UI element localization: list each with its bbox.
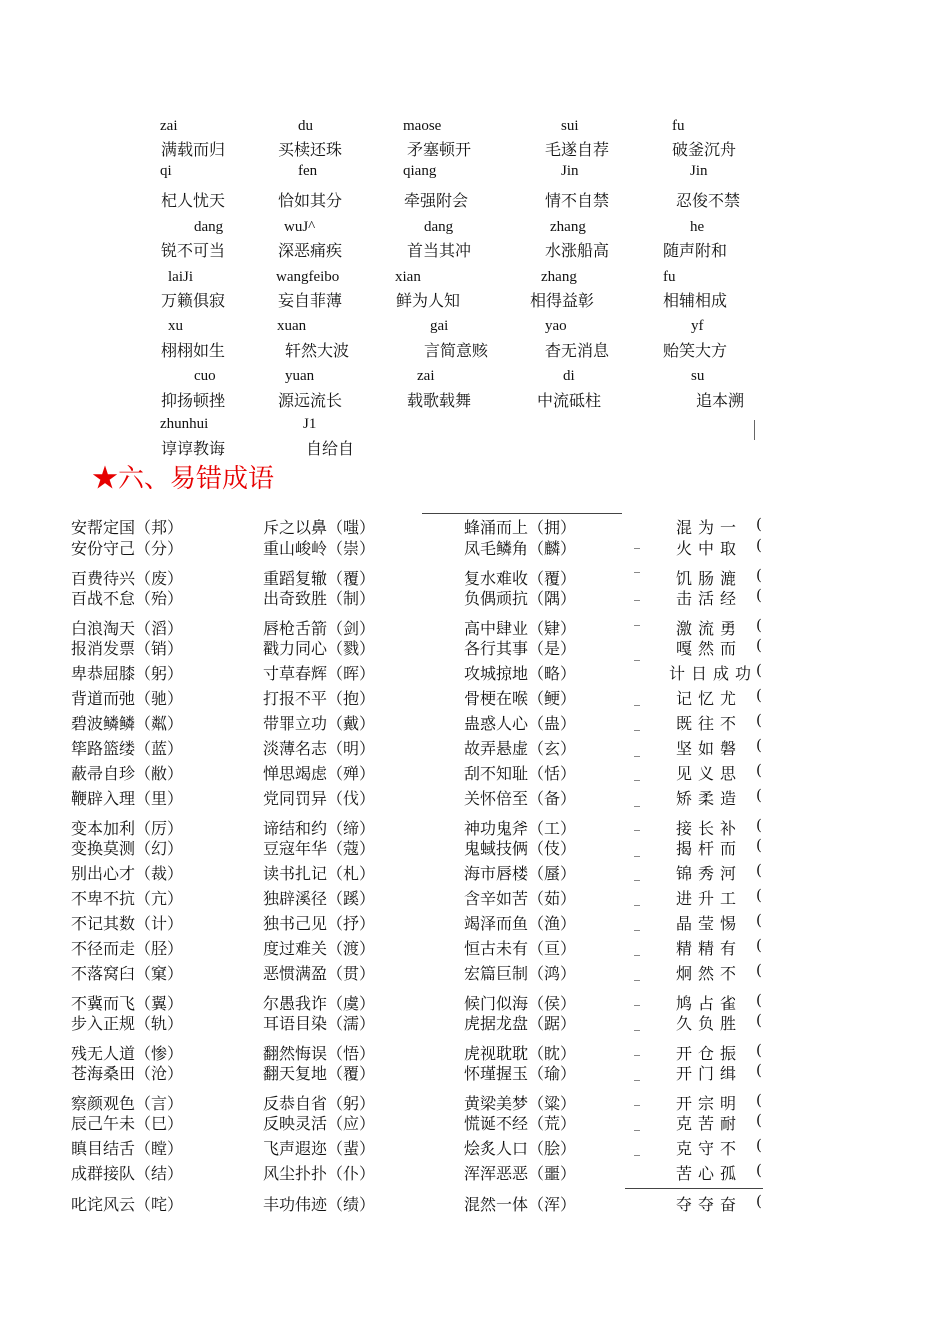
open-paren-mark: (	[756, 786, 762, 804]
gutter-mark	[634, 1105, 640, 1106]
error-idiom-entry: 嘎然而	[676, 639, 743, 658]
error-idiom-entry: 虎据龙盘（踞）	[464, 1014, 577, 1033]
error-idiom-entry: 含辛如苦（茹）	[464, 889, 577, 908]
error-idiom-entry: 辰己午未（巳）	[71, 1114, 184, 1133]
pinyin-annotation: wuJ^	[284, 219, 316, 235]
open-paren-mark: (	[756, 566, 762, 584]
error-idiom-entry: 开门缉	[676, 1064, 743, 1083]
idiom-text: 万籁俱寂	[161, 291, 226, 310]
error-idiom-entry: 不冀而飞（翼）	[71, 994, 184, 1013]
idiom-text: 情不自禁	[545, 191, 610, 210]
error-idiom-entry: 既往不	[676, 714, 743, 733]
error-idiom-entry: 击活经	[676, 589, 743, 608]
error-idiom-entry: 记忆尤	[676, 689, 743, 708]
error-idiom-entry: 蜂涌而上（拥）	[464, 518, 577, 537]
error-idiom-entry: 谛结和约（缔）	[263, 819, 376, 838]
gutter-mark	[634, 572, 640, 573]
error-idiom-entry: 海市唇楼（蜃）	[464, 864, 577, 883]
error-idiom-entry: 恶惯满盈（贯）	[263, 964, 376, 983]
pinyin-annotation: zai	[160, 118, 178, 134]
idiom-text: 载歌载舞	[407, 391, 472, 410]
error-idiom-entry: 变换莫测（幻）	[71, 839, 184, 858]
pinyin-annotation: zhang	[550, 219, 586, 235]
error-idiom-entry: 混为一	[676, 518, 743, 537]
pinyin-annotation: xu	[168, 318, 183, 334]
error-idiom-entry: 苍海桑田（沧）	[71, 1064, 184, 1083]
pinyin-annotation: xian	[395, 269, 421, 285]
error-idiom-entry: 各行其事（是）	[464, 639, 577, 658]
error-idiom-entry: 激流勇	[676, 619, 743, 638]
gutter-mark	[634, 1055, 640, 1056]
idiom-text: 随声附和	[663, 241, 728, 260]
open-paren-mark: (	[756, 911, 762, 929]
idiom-text: 谆谆教诲	[161, 439, 226, 458]
gutter-mark	[634, 880, 640, 881]
idiom-text: 追本溯	[696, 391, 745, 410]
error-idiom-entry: 浑浑恶恶（噩）	[464, 1164, 577, 1183]
gutter-mark	[634, 1155, 640, 1156]
open-paren-mark: (	[756, 861, 762, 879]
error-idiom-entry: 斥之以鼻（嗤）	[263, 518, 376, 537]
gutter-mark	[634, 548, 640, 549]
pinyin-annotation: dang	[424, 219, 454, 235]
error-idiom-entry: 党同罚异（伐）	[263, 789, 376, 808]
error-idiom-entry: 残无人道（惨）	[71, 1044, 184, 1063]
error-idiom-entry: 蔽帚自珍（敝）	[71, 764, 184, 783]
open-paren-mark: (	[756, 736, 762, 754]
error-idiom-entry: 关怀倍至（备）	[464, 789, 577, 808]
open-paren-mark: (	[756, 836, 762, 854]
error-idiom-entry: 淡薄名志（明）	[263, 739, 376, 758]
open-paren-mark: (	[756, 586, 762, 604]
open-paren-mark: (	[756, 936, 762, 954]
error-idiom-entry: 复水难收（覆）	[464, 569, 577, 588]
pinyin-annotation: gai	[430, 318, 449, 334]
open-paren-mark: (	[756, 661, 762, 679]
error-idiom-entry: 蛊惑人心（蛊）	[464, 714, 577, 733]
error-idiom-entry: 负偶顽抗（隅）	[464, 589, 577, 608]
gutter-mark	[634, 625, 640, 626]
error-idiom-entry: 背道而弛（驰）	[71, 689, 184, 708]
error-idiom-entry: 高中肆业（肄）	[464, 619, 577, 638]
error-idiom-entry: 瞋目结舌（瞠）	[71, 1139, 184, 1158]
error-idiom-entry: 接长补	[676, 819, 743, 838]
pinyin-annotation: fen	[298, 163, 318, 179]
gutter-mark	[634, 856, 640, 857]
idiom-text: 忍俊不禁	[676, 191, 741, 210]
idiom-text: 恰如其分	[278, 191, 343, 210]
gutter-mark	[634, 1080, 640, 1081]
error-idiom-entry: 步入正规（轨）	[71, 1014, 184, 1033]
idiom-text: 鲜为人知	[396, 291, 461, 310]
error-idiom-entry: 开宗明	[676, 1094, 743, 1113]
error-idiom-entry: 报消发票（销）	[71, 639, 184, 658]
idiom-text: 妄自菲薄	[278, 291, 343, 310]
open-paren-mark: (	[756, 616, 762, 634]
idiom-text: 深恶痛疾	[278, 241, 343, 260]
error-idiom-entry: 晶莹惕	[676, 914, 743, 933]
error-idiom-entry: 度过难关（渡）	[263, 939, 376, 958]
open-paren-mark: (	[756, 1041, 762, 1059]
error-idiom-entry: 戳力同心（戮）	[263, 639, 376, 658]
gutter-mark	[634, 806, 640, 807]
error-idiom-entry: 凤毛鳞角（麟）	[464, 539, 577, 558]
error-idiom-entry: 不落窝臼（窠）	[71, 964, 184, 983]
error-idiom-entry: 安份守己（分）	[71, 539, 184, 558]
error-idiom-entry: 揭杆而	[676, 839, 743, 858]
error-idiom-entry: 开仓振	[676, 1044, 743, 1063]
error-idiom-entry: 宏篇巨制（鸿）	[464, 964, 577, 983]
error-idiom-entry: 察颜观色（言）	[71, 1094, 184, 1113]
idiom-text: 轩然大波	[285, 341, 350, 360]
error-idiom-entry: 精精有	[676, 939, 743, 958]
pinyin-annotation: su	[691, 368, 705, 384]
gutter-mark	[634, 730, 640, 731]
pinyin-annotation: qi	[160, 163, 172, 179]
error-idiom-entry: 百战不怠（殆）	[71, 589, 184, 608]
idiom-text: 言简意赅	[424, 341, 489, 360]
idiom-text: 毛遂自荐	[545, 140, 610, 159]
idiom-text: 买椟还珠	[278, 140, 343, 159]
error-idiom-entry: 丰功伟迹（绩）	[263, 1195, 376, 1214]
error-idiom-entry: 读书扎记（札）	[263, 864, 376, 883]
section-title: ★六、易错成语	[92, 464, 275, 494]
error-idiom-entry: 神功鬼斧（工）	[464, 819, 577, 838]
pinyin-annotation: zai	[417, 368, 435, 384]
error-idiom-entry: 苦心孤	[676, 1164, 743, 1183]
error-idiom-entry: 安帮定国（邦）	[71, 518, 184, 537]
pinyin-annotation: du	[298, 118, 313, 134]
error-idiom-entry: 恒古未有（亘）	[464, 939, 577, 958]
open-paren-mark: (	[756, 991, 762, 1009]
error-idiom-entry: 虎视耽耽（眈）	[464, 1044, 577, 1063]
error-idiom-entry: 鞭辟入理（里）	[71, 789, 184, 808]
error-idiom-entry: 竭泽而鱼（渔）	[464, 914, 577, 933]
error-idiom-entry: 不径而走（胫）	[71, 939, 184, 958]
idiom-text: 中流砥柱	[537, 391, 602, 410]
error-idiom-entry: 刮不知耻（恬）	[464, 764, 577, 783]
idiom-text: 抑扬顿挫	[161, 391, 226, 410]
gutter-mark	[634, 830, 640, 831]
idiom-text: 矛塞顿开	[407, 140, 472, 159]
error-idiom-entry: 骨梗在喉（鲠）	[464, 689, 577, 708]
error-idiom-entry: 白浪淘天（滔）	[71, 619, 184, 638]
error-idiom-entry: 豆寇年华（蔻）	[263, 839, 376, 858]
error-idiom-entry: 鸠占雀	[676, 994, 743, 1013]
idiom-text: 相辅相成	[663, 291, 728, 310]
open-paren-mark: (	[756, 711, 762, 729]
pinyin-annotation: fu	[663, 269, 676, 285]
open-paren-mark: (	[756, 816, 762, 834]
error-idiom-entry: 重山峻岭（崇）	[263, 539, 376, 558]
open-paren-mark: (	[756, 515, 762, 533]
error-idiom-entry: 不记其数（计）	[71, 914, 184, 933]
gutter-mark	[634, 705, 640, 706]
error-idiom-entry: 慌诞不经（荒）	[464, 1114, 577, 1133]
open-paren-mark: (	[756, 1111, 762, 1129]
error-idiom-entry: 成群接队（结）	[71, 1164, 184, 1183]
idiom-text: 源远流长	[278, 391, 343, 410]
pinyin-annotation: zhunhui	[160, 416, 209, 432]
error-idiom-entry: 黄梁美梦（粱）	[464, 1094, 577, 1113]
divider-line	[625, 1188, 763, 1189]
open-paren-mark: (	[756, 1136, 762, 1154]
open-paren-mark: (	[756, 961, 762, 979]
error-idiom-entry: 鬼蜮技俩（伎）	[464, 839, 577, 858]
error-idiom-entry: 见义思	[676, 764, 743, 783]
pinyin-annotation: wangfeibo	[276, 269, 340, 285]
error-idiom-entry: 变本加利（厉）	[71, 819, 184, 838]
gutter-mark	[634, 1005, 640, 1006]
error-idiom-entry: 夺夺奋	[676, 1195, 743, 1214]
error-idiom-entry: 候门似海（侯）	[464, 994, 577, 1013]
gutter-mark	[634, 780, 640, 781]
error-idiom-entry: 筚路篮缕（蓝）	[71, 739, 184, 758]
error-idiom-entry: 烩炙人口（脍）	[464, 1139, 577, 1158]
error-idiom-entry: 百费待兴（废）	[71, 569, 184, 588]
error-idiom-entry: 反恭自省（躬）	[263, 1094, 376, 1113]
pinyin-annotation: J1	[303, 416, 317, 432]
open-paren-mark: (	[756, 1061, 762, 1079]
error-idiom-entry: 碧波鳞鳞（粼）	[71, 714, 184, 733]
open-paren-mark: (	[756, 1161, 762, 1179]
error-idiom-entry: 故弄悬虚（玄）	[464, 739, 577, 758]
error-idiom-entry: 坚如磐	[676, 739, 743, 758]
error-idiom-entry: 克苦耐	[676, 1114, 743, 1133]
gutter-mark	[634, 980, 640, 981]
gutter-mark	[634, 600, 640, 601]
idiom-text: 破釜沉舟	[672, 140, 737, 159]
error-idiom-entry: 寸草春辉（晖）	[263, 664, 376, 683]
error-idiom-entry: 飞声遐迩（蜚）	[263, 1139, 376, 1158]
gutter-mark	[634, 955, 640, 956]
error-idiom-entry: 别出心才（裁）	[71, 864, 184, 883]
error-idiom-entry: 独辟溪径（蹊）	[263, 889, 376, 908]
error-idiom-entry: 出奇致胜（制）	[263, 589, 376, 608]
error-idiom-entry: 风尘扑扑（仆）	[263, 1164, 376, 1183]
error-idiom-entry: 不卑不抗（亢）	[71, 889, 184, 908]
idiom-text: 自给自	[306, 439, 355, 458]
error-idiom-entry: 怀瑾握玉（瑜）	[464, 1064, 577, 1083]
gutter-mark	[634, 1130, 640, 1131]
error-idiom-entry: 火中取	[676, 539, 743, 558]
error-idiom-entry: 反映灵活（应）	[263, 1114, 376, 1133]
error-idiom-entry: 计日成功	[669, 664, 758, 683]
error-idiom-entry: 带罪立功（戴）	[263, 714, 376, 733]
pinyin-annotation: maose	[403, 118, 442, 134]
open-paren-mark: (	[756, 1091, 762, 1109]
open-paren-mark: (	[756, 636, 762, 654]
error-idiom-entry: 独书己见（抒）	[263, 914, 376, 933]
open-paren-mark: (	[756, 886, 762, 904]
error-idiom-entry: 惮思竭虑（殚）	[263, 764, 376, 783]
pinyin-annotation: he	[690, 219, 705, 235]
idiom-text: 水涨船高	[545, 241, 610, 260]
pinyin-annotation: yf	[691, 318, 704, 334]
open-paren-mark: (	[756, 761, 762, 779]
error-idiom-entry: 矫柔造	[676, 789, 743, 808]
error-idiom-entry: 叱诧风云（咤）	[71, 1195, 184, 1214]
idiom-text: 杞人忧天	[161, 191, 226, 210]
idiom-text: 锐不可当	[161, 241, 226, 260]
idiom-text: 栩栩如生	[161, 341, 226, 360]
open-paren-mark: (	[756, 686, 762, 704]
error-idiom-entry: 攻城掠地（略）	[464, 664, 577, 683]
open-paren-mark: (	[756, 536, 762, 554]
error-idiom-entry: 卑恭屈膝（躬）	[71, 664, 184, 683]
gutter-mark	[634, 660, 640, 661]
error-idiom-entry: 混然一体（浑）	[464, 1195, 577, 1214]
idiom-text: 牵强附会	[404, 191, 469, 210]
idiom-text: 满载而归	[161, 140, 226, 159]
pinyin-annotation: xuan	[277, 318, 307, 334]
error-idiom-entry: 进升工	[676, 889, 743, 908]
pinyin-annotation: di	[563, 368, 575, 384]
pinyin-annotation: yuan	[285, 368, 315, 384]
error-idiom-entry: 耳语目染（濡）	[263, 1014, 376, 1033]
pinyin-annotation: zhang	[541, 269, 577, 285]
pinyin-annotation: Jin	[561, 163, 579, 179]
gutter-mark	[634, 1030, 640, 1031]
gutter-mark	[634, 905, 640, 906]
idiom-text: 相得益彰	[530, 291, 595, 310]
error-idiom-entry: 翻然悔误（悟）	[263, 1044, 376, 1063]
idiom-text: 首当其冲	[407, 241, 472, 260]
pinyin-annotation: fu	[672, 118, 685, 134]
pinyin-annotation: sui	[561, 118, 579, 134]
gutter-mark	[634, 930, 640, 931]
pinyin-annotation: laiJi	[168, 269, 193, 285]
error-idiom-entry: 锦秀河	[676, 864, 743, 883]
error-idiom-entry: 重蹈复辙（覆）	[263, 569, 376, 588]
pinyin-annotation: Jin	[690, 163, 708, 179]
error-idiom-entry: 翻天复地（覆）	[263, 1064, 376, 1083]
open-paren-mark: (	[756, 1192, 762, 1210]
error-idiom-entry: 炯然不	[676, 964, 743, 983]
error-idiom-entry: 唇枪舌箭（剑）	[263, 619, 376, 638]
gutter-mark	[634, 756, 640, 757]
idiom-text: 贻笑大方	[663, 341, 728, 360]
error-idiom-entry: 久负胜	[676, 1014, 743, 1033]
pinyin-annotation: yao	[545, 318, 567, 334]
pinyin-annotation: dang	[194, 219, 224, 235]
error-idiom-entry: 克守不	[676, 1139, 743, 1158]
error-idiom-entry: 尔愚我诈（虞）	[263, 994, 376, 1013]
pinyin-annotation: cuo	[194, 368, 216, 384]
error-idiom-entry: 打报不平（抱）	[263, 689, 376, 708]
error-idiom-entry: 饥肠漉	[676, 569, 743, 588]
pinyin-annotation: qiang	[403, 163, 437, 179]
open-paren-mark: (	[756, 1011, 762, 1029]
idiom-text: 杳无消息	[545, 341, 610, 360]
